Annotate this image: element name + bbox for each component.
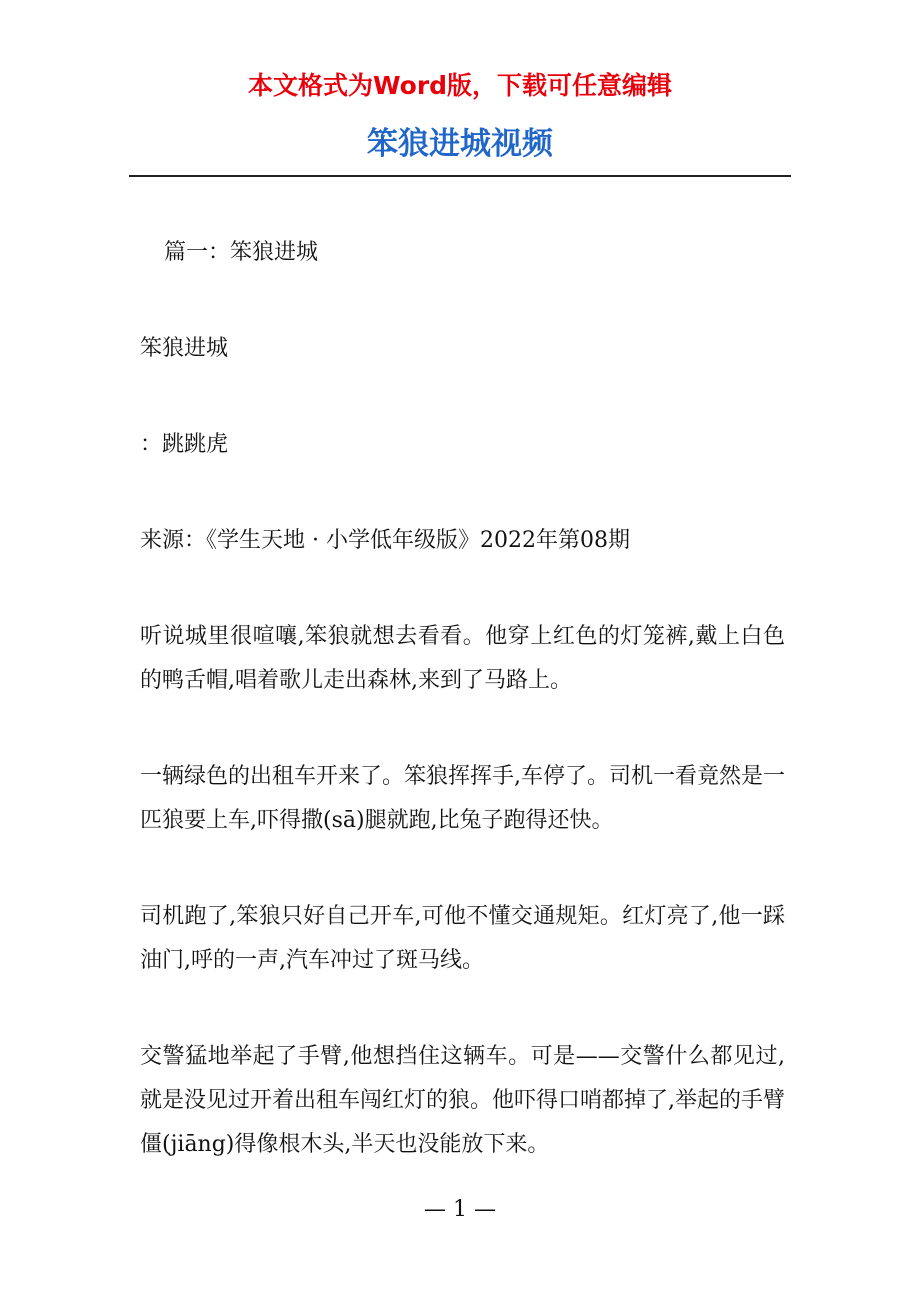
title-divider <box>129 175 791 177</box>
article-title: 笨狼进城 <box>140 336 229 361</box>
article-source: 来源：《学生天地 · 小学低年级版》2022年第08期 <box>140 528 630 553</box>
document-body <box>140 231 785 1167</box>
page-number: — 1 — <box>424 1197 496 1222</box>
download-banner: 本文格式为Word版，下载可任意编辑 <box>247 71 673 100</box>
paragraph-3: 司机跑了,笨狼只好自己开车,可他不懂交通规矩。红灯亮了,他一踩油门,呼的一声,汽车冲过了斑马线。 <box>140 904 785 973</box>
document-title: 笨狼进城视频 <box>367 126 553 162</box>
article-author: ：跳跳虎 <box>140 432 229 457</box>
paragraph-4: 交警猛地举起了手臂,他想挡住这辆车。可是——交警什么都见过,就是没见过开着出租车闯红灯的狼。他吓得口哨都掉了,举起的手臂僵(jiāng)得像根木头,半天也没能放下来。 <box>140 1044 785 1157</box>
paragraph-2: 一辆绿色的出租车开来了。笨狼挥挥手,车停了。司机一看竟然是一匹狼要上车,吓得撒(sā)腿就跑,比兔子跑得还快。 <box>140 764 785 833</box>
section-heading: 篇一：笨狼进城 <box>164 240 319 265</box>
paragraph-1: 听说城里很喧嚷,笨狼就想去看看。他穿上红色的灯笼裤,戴上白色的鸭舌帽,唱着歌儿走出森林,来到了马路上。 <box>140 624 785 693</box>
